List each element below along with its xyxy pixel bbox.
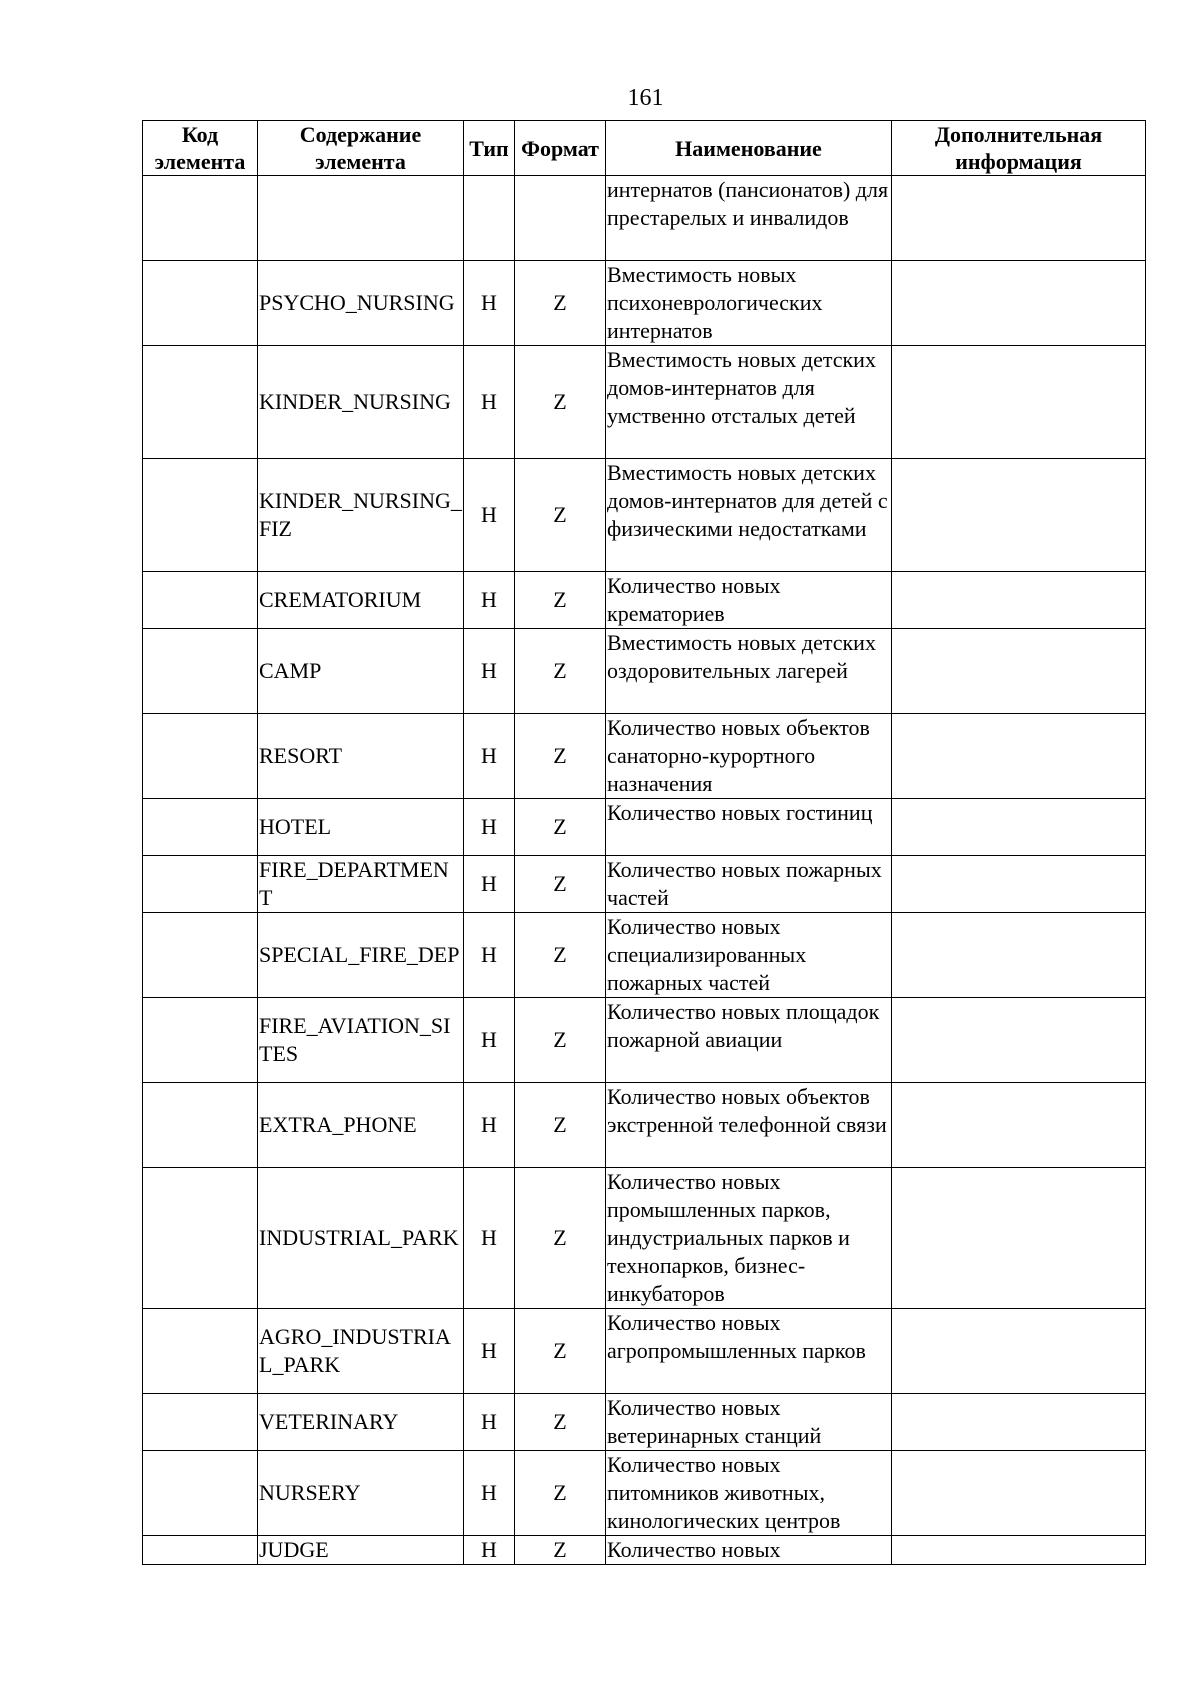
cell-code [143, 1394, 258, 1451]
cell-name: интернатов (пансионатов) для престарелых и инвалидов [606, 176, 892, 261]
cell-type: Н [464, 913, 515, 998]
cell-format: Z [515, 459, 606, 572]
cell-content: PSYCHO_NURSING [258, 261, 464, 346]
cell-content: RESORT [258, 714, 464, 799]
cell-type: Н [464, 1309, 515, 1394]
cell-format: Z [515, 261, 606, 346]
cell-name: Количество новых площадок пожарной авиации [606, 998, 892, 1083]
cell-format: Z [515, 1394, 606, 1451]
cell-code [143, 799, 258, 856]
header-content: Содержание элемента [258, 121, 464, 176]
cell-code [143, 1451, 258, 1536]
cell-code [143, 856, 258, 913]
cell-content: NURSERY [258, 1451, 464, 1536]
cell-name: Вместимость новых детских оздоровительных лагерей [606, 629, 892, 714]
cell-extra [892, 629, 1146, 714]
cell-extra [892, 176, 1146, 261]
cell-code [143, 572, 258, 629]
cell-extra [892, 1451, 1146, 1536]
cell-content: FIRE_DEPARTMENT [258, 856, 464, 913]
cell-name: Количество новых агропромышленных парков [606, 1309, 892, 1394]
element-spec-table [142, 120, 1146, 1565]
cell-format: Z [515, 856, 606, 913]
cell-format: Z [515, 629, 606, 714]
cell-code [143, 1168, 258, 1309]
cell-extra [892, 572, 1146, 629]
cell-code [143, 459, 258, 572]
cell-name: Вместимость новых детских домов-интернатов для умственно отсталых детей [606, 346, 892, 459]
cell-extra [892, 261, 1146, 346]
cell-extra [892, 714, 1146, 799]
table-row [143, 459, 1146, 572]
cell-content: FIRE_AVIATION_SITES [258, 998, 464, 1083]
cell-code [143, 346, 258, 459]
cell-name: Количество новых питомников животных, кинологических центров [606, 1451, 892, 1536]
table-row [143, 261, 1146, 346]
table-row [143, 629, 1146, 714]
cell-type: Н [464, 1394, 515, 1451]
cell-code [143, 1309, 258, 1394]
cell-name: Вместимость новых психоневрологических интернатов [606, 261, 892, 346]
cell-content: KINDER_NURSING [258, 346, 464, 459]
cell-type: Н [464, 261, 515, 346]
cell-content [258, 176, 464, 261]
cell-extra [892, 998, 1146, 1083]
cell-code [143, 629, 258, 714]
table-row [143, 1536, 1146, 1565]
cell-type [464, 176, 515, 261]
cell-code [143, 998, 258, 1083]
cell-type: Н [464, 1536, 515, 1565]
cell-type: Н [464, 1083, 515, 1168]
cell-format: Z [515, 913, 606, 998]
cell-extra [892, 459, 1146, 572]
cell-extra [892, 1394, 1146, 1451]
cell-type: Н [464, 346, 515, 459]
table-row [143, 856, 1146, 913]
cell-format: Z [515, 572, 606, 629]
cell-name: Количество новых объектов экстренной телефонной связи [606, 1083, 892, 1168]
cell-extra [892, 856, 1146, 913]
table-row [143, 1309, 1146, 1394]
cell-type: Н [464, 572, 515, 629]
table-row [143, 714, 1146, 799]
table-row [143, 1394, 1146, 1451]
cell-code [143, 261, 258, 346]
cell-content: INDUSTRIAL_PARK [258, 1168, 464, 1309]
cell-format: Z [515, 1168, 606, 1309]
cell-content: KINDER_NURSING_FIZ [258, 459, 464, 572]
cell-type: Н [464, 629, 515, 714]
header-name: Наименование [606, 121, 892, 176]
cell-name: Вместимость новых детских домов-интернатов для детей с физическими недостатками [606, 459, 892, 572]
cell-type: Н [464, 1451, 515, 1536]
cell-code [143, 714, 258, 799]
cell-name: Количество новых [606, 1536, 892, 1565]
cell-format: Z [515, 1083, 606, 1168]
cell-content: SPECIAL_FIRE_DEP [258, 913, 464, 998]
cell-extra [892, 1083, 1146, 1168]
cell-format: Z [515, 346, 606, 459]
cell-name: Количество новых промышленных парков, индустриальных парков и технопарков, бизнес-инкубаторов [606, 1168, 892, 1309]
cell-format: Z [515, 1309, 606, 1394]
table-row [143, 1083, 1146, 1168]
cell-name: Количество новых гостиниц [606, 799, 892, 856]
header-format: Формат [515, 121, 606, 176]
cell-extra [892, 1536, 1146, 1565]
cell-format: Z [515, 799, 606, 856]
cell-name: Количество новых ветеринарных станций [606, 1394, 892, 1451]
cell-code [143, 1536, 258, 1565]
table-row [143, 1168, 1146, 1309]
cell-extra [892, 346, 1146, 459]
cell-type: Н [464, 459, 515, 572]
header-code: Код элемента [143, 121, 258, 176]
cell-code [143, 1083, 258, 1168]
cell-content: EXTRA_PHONE [258, 1083, 464, 1168]
page-number: 161 [627, 85, 664, 111]
cell-extra [892, 799, 1146, 856]
cell-format: Z [515, 998, 606, 1083]
cell-code [143, 913, 258, 998]
table-row [143, 799, 1146, 856]
cell-content: CREMATORIUM [258, 572, 464, 629]
cell-type: Н [464, 856, 515, 913]
cell-extra [892, 1309, 1146, 1394]
table-row [143, 913, 1146, 998]
cell-content: VETERINARY [258, 1394, 464, 1451]
header-type: Тип [464, 121, 515, 176]
cell-format: Z [515, 1451, 606, 1536]
cell-format [515, 176, 606, 261]
cell-type: Н [464, 1168, 515, 1309]
cell-content: HOTEL [258, 799, 464, 856]
cell-code [143, 176, 258, 261]
cell-name: Количество новых специализированных пожарных частей [606, 913, 892, 998]
cell-extra [892, 913, 1146, 998]
cell-format: Z [515, 1536, 606, 1565]
cell-type: Н [464, 799, 515, 856]
table-row [143, 1451, 1146, 1536]
table-row [143, 572, 1146, 629]
cell-content: AGRO_INDUSTRIAL_PARK [258, 1309, 464, 1394]
header-row [143, 121, 1146, 176]
cell-content: JUDGE [258, 1536, 464, 1565]
header-extra: Дополнительная информация [892, 121, 1146, 176]
cell-format: Z [515, 714, 606, 799]
table-row [143, 346, 1146, 459]
cell-type: Н [464, 714, 515, 799]
table-row [143, 176, 1146, 261]
cell-type: Н [464, 998, 515, 1083]
cell-extra [892, 1168, 1146, 1309]
cell-name: Количество новых объектов санаторно-курортного назначения [606, 714, 892, 799]
cell-name: Количество новых крематориев [606, 572, 892, 629]
table-row [143, 998, 1146, 1083]
cell-content: CAMP [258, 629, 464, 714]
cell-name: Количество новых пожарных частей [606, 856, 892, 913]
